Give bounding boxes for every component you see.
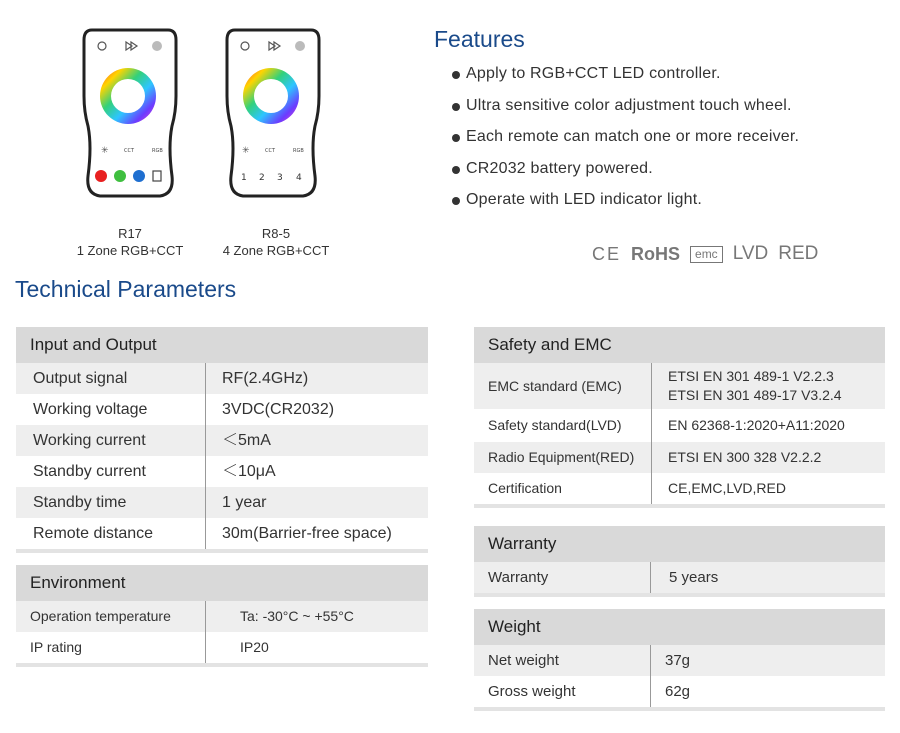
emc-logo: emc [690, 246, 723, 263]
table-row [474, 473, 885, 504]
table-footer-bar [16, 663, 428, 667]
param-value: 3VDC(CR2032) [222, 401, 335, 418]
table-row [474, 363, 885, 409]
table-footer-bar [16, 549, 428, 553]
param-label: Working voltage [16, 394, 206, 425]
table-header: Environment [16, 565, 428, 601]
feature-item: Each remote can match one or more receiver. [452, 125, 799, 157]
param-label: Output signal [16, 363, 206, 394]
safety-emc-table [474, 327, 885, 508]
param-label: Standby time [16, 487, 206, 518]
remote-model: R17 [118, 226, 142, 241]
feature-item: Ultra sensitive color adjustment touch wheel. [452, 94, 799, 126]
remote-model: R8-5 [261, 226, 291, 241]
param-label: Radio Equipment(RED) [474, 442, 652, 473]
table-row [16, 394, 428, 425]
param-label: Remote distance [16, 518, 206, 549]
table-footer-bar [474, 707, 885, 711]
table-row [474, 562, 885, 593]
svg-text:4: 4 [296, 173, 302, 183]
remote-description: 1 Zone RGB+CCT [76, 243, 184, 258]
table-row [16, 425, 428, 456]
table-footer-bar [474, 504, 885, 508]
param-value: IP20 [240, 639, 269, 655]
table-row [16, 487, 428, 518]
param-label: EMC standard (EMC) [474, 363, 652, 409]
table-row [16, 363, 428, 394]
param-label: Gross weight [474, 676, 651, 707]
param-label: Standby current [16, 456, 206, 487]
table-row [474, 409, 885, 442]
param-label: IP rating [16, 632, 206, 663]
svg-text:CCT: CCT [265, 148, 276, 154]
param-value: Ta: -30°C ~ +55°C [240, 608, 354, 624]
table-header: Input and Output [16, 327, 428, 363]
param-value: 5 years [669, 569, 719, 586]
lvd-logo: LVD [732, 243, 769, 264]
param-value: ＜5mA [222, 432, 271, 449]
power-icon [152, 41, 162, 51]
features-title: Features [434, 26, 525, 52]
remote-r8-5-caption [214, 225, 338, 259]
svg-text:RGB: RGB [152, 148, 163, 154]
rohs-logo: RoHS [631, 243, 681, 264]
table-row [16, 601, 428, 632]
svg-text:CCT: CCT [124, 148, 135, 154]
certification-logos [592, 243, 818, 265]
param-value: 62g [665, 683, 691, 700]
feature-item: CR2032 battery powered. [452, 157, 799, 189]
param-label: Net weight [474, 645, 651, 676]
param-value: ＜10μA [222, 463, 276, 480]
param-label: Safety standard(LVD) [474, 409, 652, 442]
table-header: Safety and EMC [474, 327, 885, 363]
param-label: Warranty [474, 562, 651, 593]
param-value: 30m(Barrier-free space) [222, 525, 392, 542]
param-value: EN 62368-1:2020+A11:2020 [668, 417, 845, 433]
remote-r17-caption [72, 225, 188, 259]
table-row [474, 442, 885, 473]
param-label: Working current [16, 425, 206, 456]
feature-item: Operate with LED indicator light. [452, 188, 799, 220]
table-row [16, 518, 428, 549]
svg-text:1: 1 [241, 173, 247, 183]
param-label: Operation temperature [16, 601, 206, 632]
remote-description: 4 Zone RGB+CCT [222, 243, 330, 258]
table-row [16, 632, 428, 663]
features-list [452, 62, 799, 220]
warranty-table [474, 526, 885, 597]
weight-table [474, 609, 885, 711]
param-value: ETSI EN 301 489-1 V2.2.3 [668, 368, 834, 384]
technical-parameters-title: Technical Parameters [15, 276, 237, 302]
param-value-group [652, 367, 842, 405]
svg-text:RGB: RGB [293, 148, 304, 154]
table-header: Warranty [474, 526, 885, 562]
table-row [16, 456, 428, 487]
svg-text:✳: ✳ [242, 146, 250, 156]
environment-table [16, 565, 428, 667]
svg-text:3: 3 [277, 173, 283, 183]
param-value: RF(2.4GHz) [222, 370, 309, 387]
svg-text:2: 2 [259, 173, 265, 183]
table-header: Weight [474, 609, 885, 645]
param-value: CE,EMC,LVD,RED [668, 480, 786, 496]
red-logo: RED [778, 243, 819, 264]
param-value: ETSI EN 301 489-17 V3.2.4 [668, 387, 842, 403]
param-label: Certification [474, 473, 652, 504]
table-footer-bar [474, 593, 885, 597]
ce-logo: CE [592, 243, 622, 264]
table-row [474, 676, 885, 707]
param-value: ETSI EN 300 328 V2.2.2 [668, 449, 822, 465]
input-output-table [16, 327, 428, 553]
remote-r8-5-image [225, 26, 321, 198]
table-row [474, 645, 885, 676]
feature-item: Apply to RGB+CCT LED controller. [452, 62, 799, 94]
param-value: 1 year [222, 494, 267, 511]
svg-text:✳: ✳ [101, 146, 109, 156]
remote-r17-image [82, 26, 178, 198]
param-value: 37g [665, 652, 691, 669]
